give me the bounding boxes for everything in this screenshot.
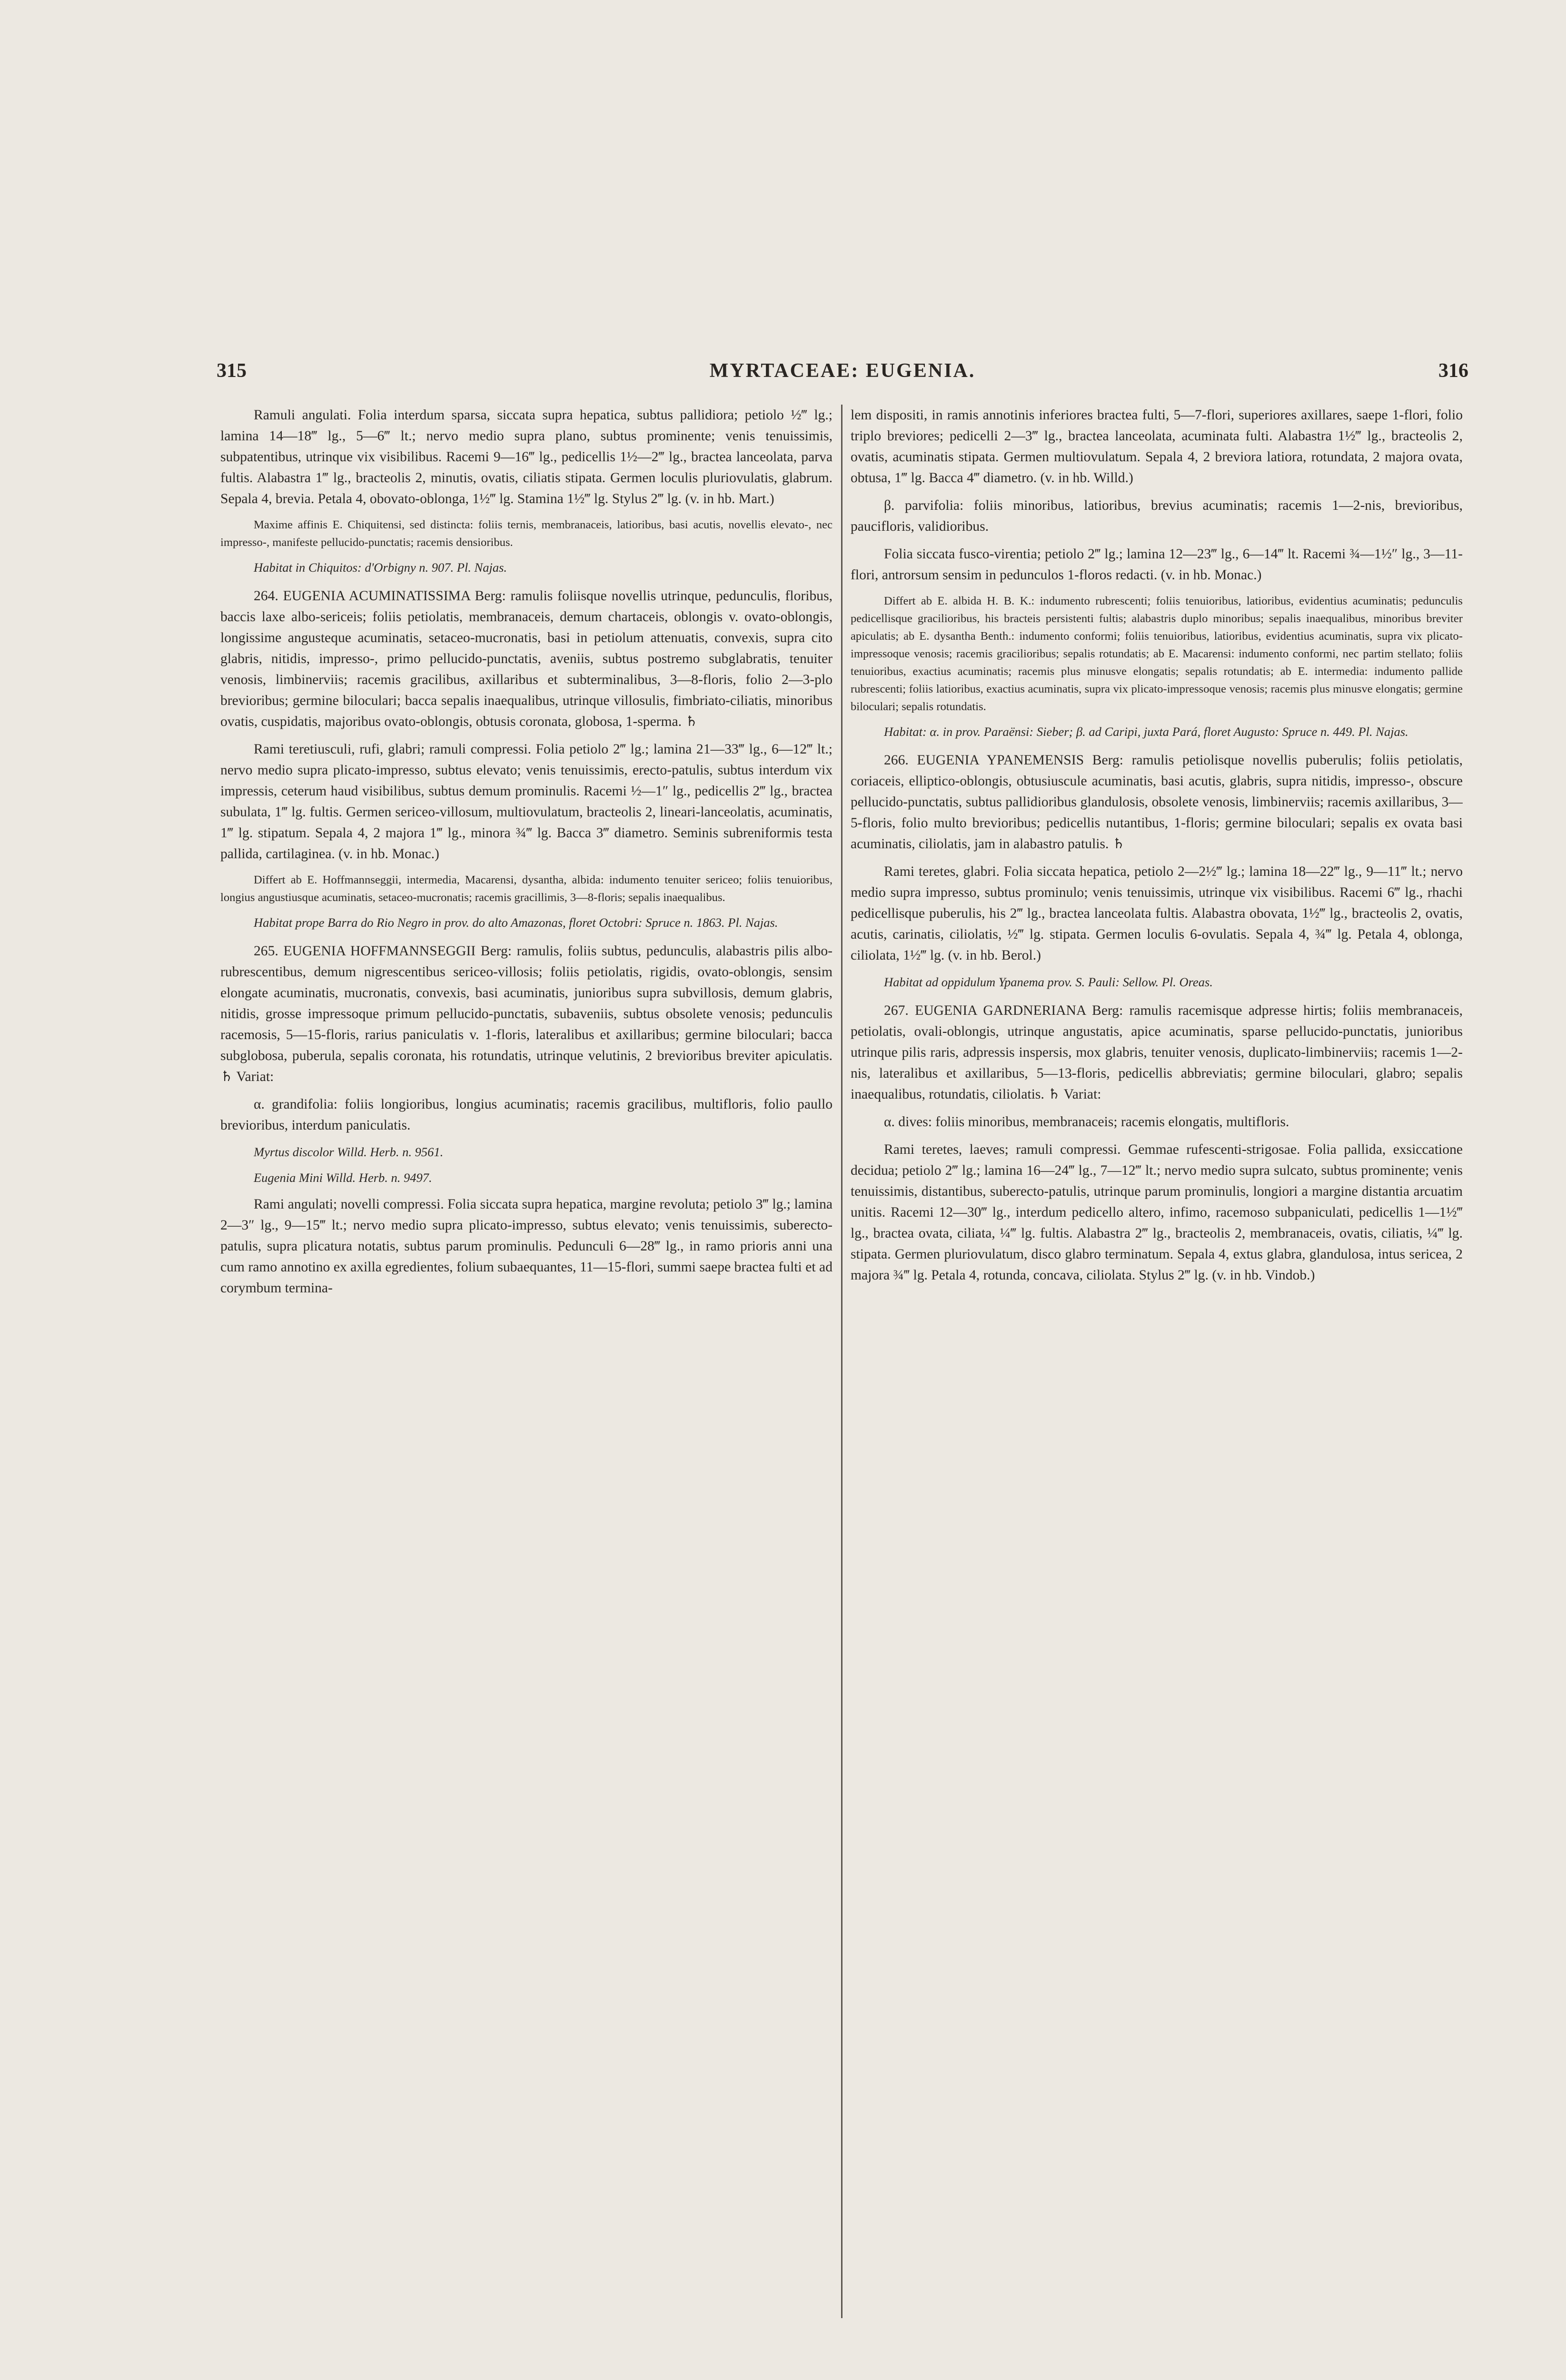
paragraph: Rami teretes, laeves; ramuli compressi. Gemmae rufescenti-strigosae. Folia pallida, exsiccatione decidua; petiolo 2‴ lg.; lamina 16—24‴ lg., 7—12‴ lt.; nervo medio supra sulcato, subtus prominente; venis tenuissimis, distantibus, suberecto-patulis, utrinque parum prominulis, longiori a margine distantia arcuatim unitis. Racemi 12—30‴ lg., interdum pedicello altero, infimo, racemoso subpaniculati, pedicellis 1—1½‴ lg., bractea ovata, ciliata, ¼‴ lg. fultis. Alabastra 2‴ lg., bracteolis 2, membranaceis, ovatis, ciliatis, ¼‴ lg. stipata. Germen pluriovulatum, disco glabro terminatum. Sepala 4, extus glabra, glandulosa, intus sericea, 2 majora ¾‴ lg. Petala 4, rotunda, concava, ciliolata. Stylus 2‴ lg. (v. in hb. Vindob.)	[851, 1142, 1463, 1283]
column-divider	[841, 405, 842, 2318]
note-paragraph: Maxime affinis E. Chiquitensi, sed distincta: foliis ternis, membranaceis, latioribus, basi acutis, novellis elevato-, nec impresso-, manifeste pellucido-punctatis; racemis densioribus.	[220, 518, 833, 549]
variety-paragraph: β. parvifolia: foliis minoribus, latioribus, brevius acuminatis; racemis 1—2-nis, brevioribus, paucifloris, validioribus.	[851, 498, 1463, 534]
synonym-line: Eugenia Mini Willd. Herb. n. 9497.	[254, 1170, 432, 1185]
species-entry: 266. EUGENIA YPANEMENSIS Berg: ramulis petiolisque novellis puberulis; foliis petiolatis, coriaceis, elliptico-oblongis, obtusiuscule acuminatis, basi acutis, glabris, supra nitidis, impresso-, obscure pellucido-punctatis, subtus pallidioribus glandulosis, obsolete venosis, limbinerviis; racemis axillaribus, 3—5-floris, folio multo brevioribus; pedicellis nutantibus, 1-floris; germine biloculari; sepalis ex ovata basi acuminatis, ciliolatis, jam in alabastro patulis. ♄	[851, 753, 1463, 852]
habitat-line: Habitat: α. in prov. Paraënsi: Sieber; β. ad Caripi, juxta Pará, floret Augusto: Spruce n. 449. Pl. Najas.	[884, 724, 1408, 739]
running-title: MYRTACEAE: EUGENIA.	[709, 360, 976, 382]
page-number-left: 315	[217, 360, 247, 382]
habitat-line: Habitat in Chiquitos: d'Orbigny n. 907. Pl. Najas.	[254, 560, 507, 575]
variety-paragraph: α. grandifolia: foliis longioribus, longius acuminatis; racemis gracilibus, multifloris, folio paullo brevioribus, interdum paniculatis.	[220, 1097, 833, 1133]
species-entry: 264. EUGENIA ACUMINATISSIMA Berg: ramulis foliisque novellis utrinque, pedunculis, floribus, baccis laxe albo-sericeis; foliis petiolatis, membranaceis, demum chartaceis, oblongis v. ovato-oblongis, longissime angusteque acuminatis, setaceo-mucronatis, basi in petiolum attenuatis, convexis, supra cito glabris, nitidis, impresso-, primo pellucido-punctatis, aveniis, subtus postremo subglabratis, tenuiter venosis, limbinerviis; racemis gracilibus, axillaribus et subterminalibus, 3—8-floris, folio 2—3-plo brevioribus; germine biloculari; bacca sepalis inaequalibus, utrinque villosulis, fimbriato-ciliatis, minoribus ovatis, cuspidatis, majoribus ovato-oblongis, obtusis coronata, globosa, 1-sperma. ♄	[220, 588, 833, 729]
species-entry: 265. EUGENIA HOFFMANNSEGGII Berg: ramulis, foliis subtus, pedunculis, alabastris pilis albo-rubrescentibus, demum nigrescentibus sericeo-villosis; foliis petiolatis, rigidis, ovato-oblongis, sensim elongate acuminatis, mucronatis, convexis, basi acuminatis, junioribus supra subvillosis, demum glabris, nitidis, grosse impressoque primum pellucido-punctatis, subaveniis, subtus obsolete venosis; pedunculis racemosis, 5—15-floris, rarius paniculatis v. 1-floris, lateralibus et axillaribus; germine biloculari; bacca subglobosa, puberula, sepalis coronata, his rotundatis, utrinque velutinis, 2 brevioribus breviter apiculatis. ♄ Variat:	[220, 943, 833, 1084]
paragraph: Ramuli angulati. Folia interdum sparsa, siccata supra hepatica, subtus pallidiora; petiolo ½‴ lg.; lamina 14—18‴ lg., 5—6‴ lt.; nervo medio supra plano, subtus prominente; venis tenuissimis, subpatentibus, utrinque vix visibilibus. Racemi 9—16‴ lg., pedicellis 1½—2‴ lg., bractea lanceolata, parva fultis. Alabastra 1‴ lg., bracteolis 2, minutis, ovatis, ciliatis stipata. Germen loculis pluriovulatis, glabrum. Sepala 4, brevia. Petala 4, obovato-oblonga, 1½‴ lg. Stamina 1½‴ lg. Stylus 2‴ lg. (v. in hb. Mart.)	[220, 407, 833, 506]
right-column	[851, 405, 1463, 2323]
paragraph-continued: lem dispositi, in ramis annotinis inferiores bractea fulti, 5—7-flori, superiores axillares, saepe 1-flori, folio triplo breviores; pedicelli 2—3‴ lg., bractea lanceolata, acuminata fulti. Alabastra 1½‴ lg., bracteolis 2, ovatis, acuminatis stipata. Germen multiovulatum. Sepala 4, 2 breviora latiora, rotundata, 2 majora ovata, obtusa, 1‴ lg. Bacca 4‴ diametro. (v. in hb. Willd.)	[851, 407, 1463, 486]
paragraph: Folia siccata fusco-virentia; petiolo 2‴ lg.; lamina 12—23‴ lg., 6—14‴ lt. Racemi ¾—1½″ lg., 3—11-flori, antrorsum sensim in pedunculos 1-floros redacti. (v. in hb. Monac.)	[851, 546, 1463, 583]
page-number-right: 316	[1438, 360, 1468, 382]
left-column	[220, 405, 833, 2323]
note-paragraph: Differt ab E. Hoffmannseggii, intermedia, Macarensi, dysantha, albida: indumento tenuiter sericeo; foliis tenuioribus, longius angustiusque acuminatis, setaceo-mucronatis; racemis gracillimis, 3—8-floris; sepalis inaequalibus.	[220, 873, 833, 904]
note-paragraph: Differt ab E. albida H. B. K.: indumento rubrescenti; foliis tenuioribus, latioribus, evidentius acuminatis; pedunculis pedicellisque gracilioribus, his bracteis persistenti fultis; alabastris duplo minoribus; sepalis inaequalibus, minoribus breviter apiculatis; ab E. dysantha Benth.: indumento conformi; foliis tenuioribus, latioribus, evidentius acuminatis, supra vix plicato-impressoque venosis; racemis gracilioribus; sepalis rotundatis; ab E. Macarensi: indumento conformi, nec partim stellato; foliis tenuioribus, exactius acuminatis; racemis plus minusve elongatis; sepalis rotundatis; ab E. intermedia: indumento pallide rubrescenti; foliis latioribus, exactius acuminatis, supra vix plicato-impressoque venosis; racemis plus minusve elongatis; germine biloculari; sepalis rotundatis.	[851, 595, 1463, 713]
synonym-line: Myrtus discolor Willd. Herb. n. 9561.	[254, 1145, 444, 1159]
habitat-line: Habitat ad oppidulum Ypanema prov. S. Pauli: Sellow. Pl. Oreas.	[884, 975, 1213, 989]
paragraph: Rami teretiusculi, rufi, glabri; ramuli compressi. Folia petiolo 2‴ lg.; lamina 21—33‴ lg., 6—12‴ lt.; nervo medio supra plicato-impresso, subtus elevato; venis tenuissimis, erecto-patulis, subtus interdum vix impressis, ceterum haud visibilibus, subtus demum prominulis. Racemi ½—1″ lg., pedicellis 2‴ lg., bractea subulata, 1‴ lg. fultis. Germen sericeo-villosum, multiovulatum, bracteolis 2, lineari-lanceolatis, acuminatis, 1‴ lg. stipatum. Sepala 4, 2 majora 1‴ lg., minora ¾‴ lg. Bacca 3‴ diametro. Seminis subreniformis testa pallida, cartilaginea. (v. in hb. Monac.)	[220, 742, 833, 862]
paragraph: Rami angulati; novelli compressi. Folia siccata supra hepatica, margine revoluta; petiolo 3‴ lg.; lamina 2—3″ lg., 9—15‴ lt.; nervo medio supra plicato-impresso, subtus elevato; venis tenuissimis, suberecto-patulis, supra plicatura notatis, subtus parum prominulis. Pedunculi 6—28‴ lg., in ramo prioris anni una cum ramo annotino ex axilla egredientes, folium subaequantes, 11—15-flori, summi saepe bractea fulti et ad corymbum termina-	[220, 1197, 833, 1296]
variety-paragraph: α. dives: foliis minoribus, membranaceis; racemis elongatis, multifloris.	[884, 1114, 1289, 1130]
page-header	[217, 359, 1468, 397]
habitat-line: Habitat prope Barra do Rio Negro in prov. do alto Amazonas, floret Octobri: Spruce n. 1863. Pl. Najas.	[254, 915, 778, 930]
species-entry: 267. EUGENIA GARDNERIANA Berg: ramulis racemisque adpresse hirtis; foliis membranaceis, petiolatis, ovali-oblongis, utrinque angustatis, apice acuminatis, sparse pellucido-punctatis, junioribus utrinque pilis raris, adpressis inspersis, mox glabris, tenuiter venosis, duplicato-limbinerviis; racemis 1—2-nis, lateralibus et axillaribus, 5—13-floris, pedicellis abbreviatis; germine biloculari, glabro; sepalis inaequalibus, rotundatis, ciliolatis. ♄ Variat:	[851, 1003, 1463, 1102]
paragraph: Rami teretes, glabri. Folia siccata hepatica, petiolo 2—2½‴ lg.; lamina 18—22‴ lg., 9—11‴ lt.; nervo medio supra impresso, subtus prominulo; venis tenuissimis, utrinque vix visibilibus. Racemi 6‴ lg., rhachi pedicellisque puberulis, his 2‴ lg., bractea lanceolata fultis. Alabastra obovata, 1½‴ lg., bracteolis 2, ovatis, acutis, carinatis, ciliolatis, ½‴ lg. stipata. Germen loculis 6-ovulatis. Sepala 4, ¾‴ lg. Petala 4, oblonga, ciliolata, 1½‴ lg. (v. in hb. Berol.)	[851, 864, 1463, 963]
